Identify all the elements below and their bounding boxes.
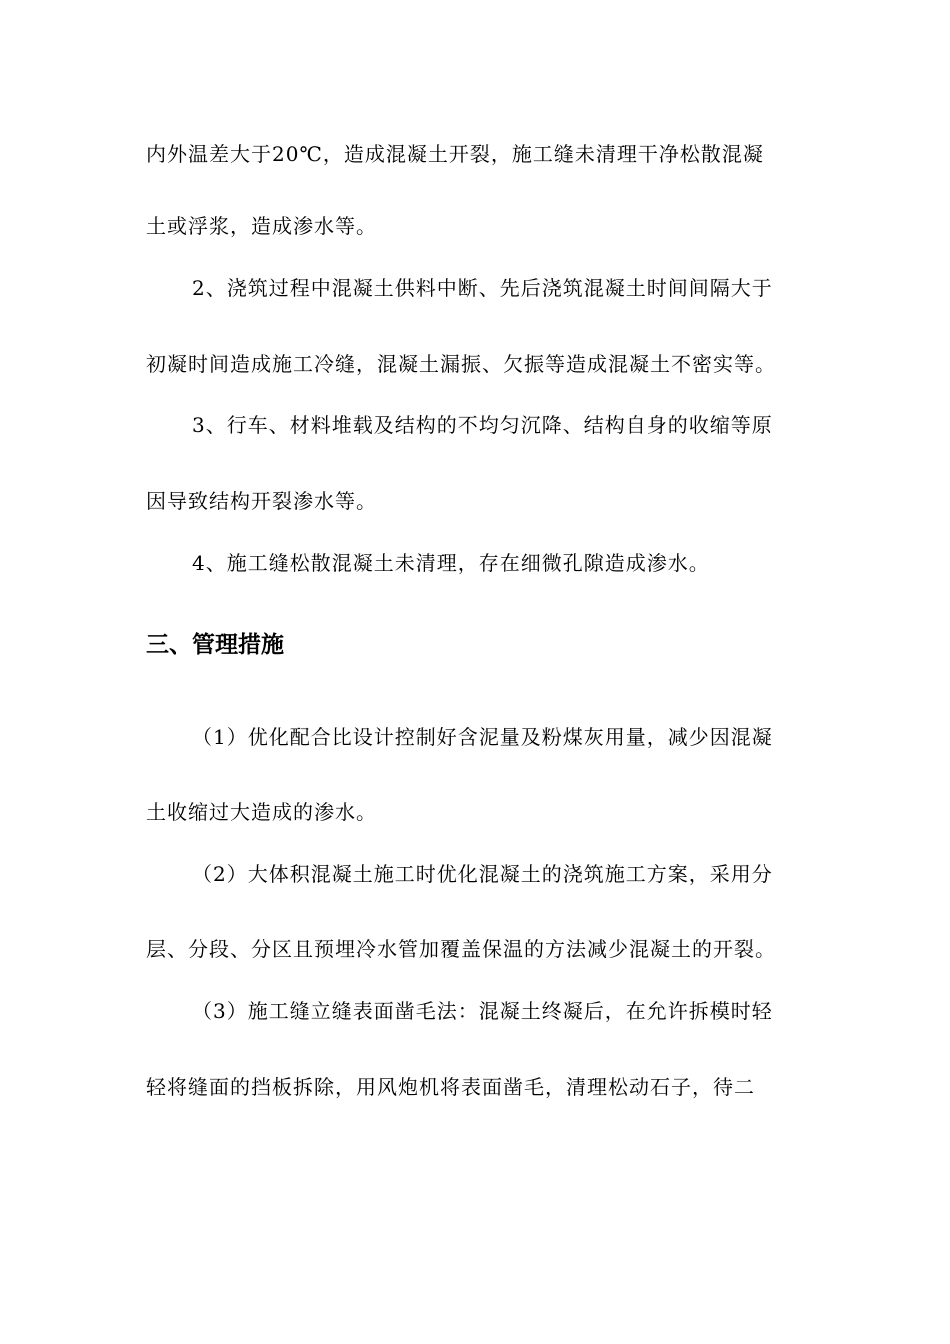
paragraph-line: （3）施工缝立缝表面凿毛法：混凝土终凝后，在允许拆模时轻 xyxy=(192,999,773,1023)
paragraph-line: （2）大体积混凝土施工时优化混凝土的浇筑施工方案，采用分 xyxy=(192,862,773,886)
paragraph-line: 3、行车、材料堆载及结构的不均匀沉降、结构自身的收缩等原 xyxy=(192,413,773,437)
section-heading: 三、管理措施 xyxy=(146,632,284,658)
paragraph-line: 4、施工缝松散混凝土未清理，存在细微孔隙造成渗水。 xyxy=(192,551,710,575)
paragraph-line: （1）优化配合比设计控制好含泥量及粉煤灰用量，减少因混凝 xyxy=(192,725,773,749)
paragraph-line: 2、浇筑过程中混凝土供料中断、先后浇筑混凝土时间间隔大于 xyxy=(192,276,773,300)
paragraph-line: 土收缩过大造成的渗水。 xyxy=(146,800,377,824)
paragraph-line: 初凝时间造成施工冷缝，混凝土漏振、欠振等造成混凝土不密实等。 xyxy=(146,352,776,376)
paragraph-line: 层、分段、分区且预埋冷水管加覆盖保温的方法减少混凝土的开裂。 xyxy=(146,937,776,961)
paragraph-line: 内外温差大于20℃，造成混凝土开裂，施工缝未清理干净松散混凝 xyxy=(146,142,764,166)
paragraph-line: 土或浮浆，造成渗水等。 xyxy=(146,214,377,238)
paragraph-line: 轻将缝面的挡板拆除，用风炮机将表面凿毛，清理松动石子，待二 xyxy=(146,1075,755,1099)
paragraph-line: 因导致结构开裂渗水等。 xyxy=(146,489,377,513)
